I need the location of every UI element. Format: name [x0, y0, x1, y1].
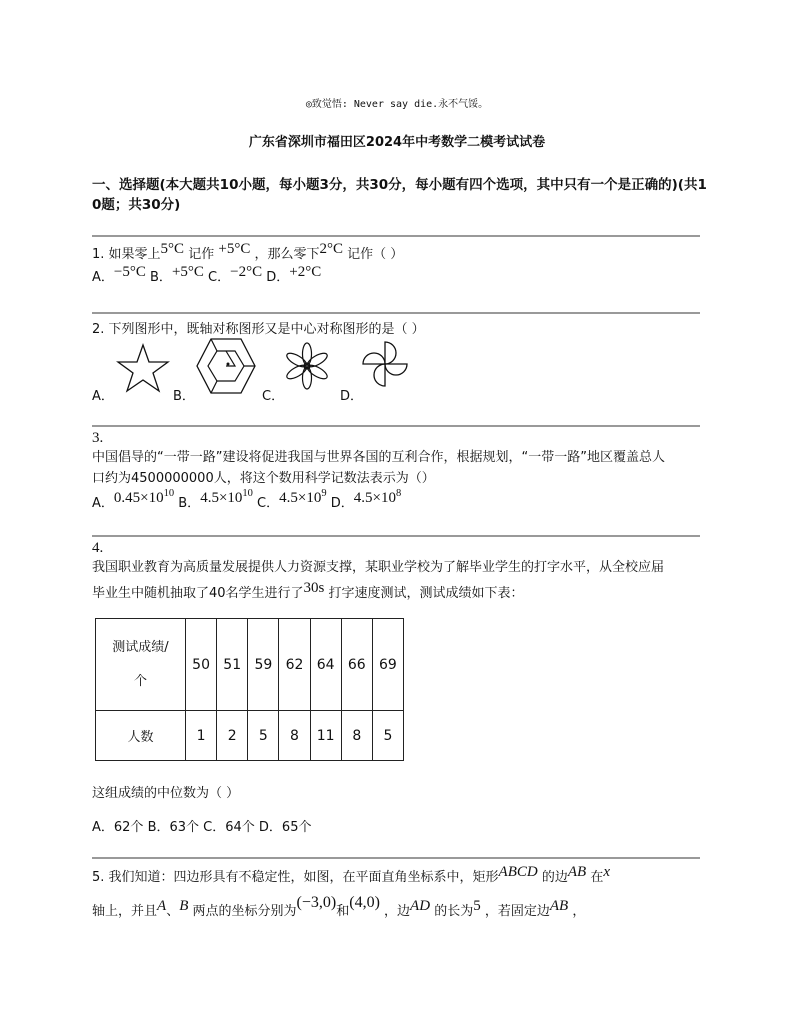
pinwheel-icon [360, 338, 410, 390]
page-title: 广东省深圳市福田区2024年中考数学二模考试试卷 [248, 135, 546, 150]
divider [92, 535, 700, 537]
table-cell: 8 [341, 711, 372, 761]
table-cell: 1 [186, 711, 217, 761]
table-cell: 64 [310, 619, 341, 711]
table-cell: 66 [341, 619, 372, 711]
divider [92, 425, 700, 427]
q3-line2: 口约为4500000000人，将这个数用科学记数法表示为（） [92, 471, 435, 486]
table-cell: 5 [372, 711, 403, 761]
motto: ◎致觉悟: Never say die.永不气馁。 [305, 99, 489, 110]
q1-options: A．−5°C B．+5°C C．−2°C D．+2°C [92, 264, 322, 285]
divider [92, 235, 700, 237]
table-cell: 5 [248, 711, 279, 761]
table-cell: 51 [217, 619, 248, 711]
table-cell: 11 [310, 711, 341, 761]
q5-line1: 5. 我们知道：四边形具有不稳定性，如图，在平面直角坐标系中，矩形ABCD 的边AB 在x [92, 864, 611, 885]
q2-label-c: C． [262, 389, 285, 404]
q3-line1: 中国倡导的“一带一路”建设将促进我国与世界各国的互利合作，根据规划，“一带一路”地区覆盖总人 [92, 450, 665, 465]
star-icon [115, 342, 171, 394]
q2-stem: 2. 下列图形中，既轴对称图形又是中心对称图形的是（ ） [92, 322, 425, 337]
q4-question: 这组成绩的中位数为（ ） [92, 786, 240, 801]
q3-options: A．$0.45\times 10^{10}$ B．$4.5\times 10^{10}$ C．$4.5\times 10^9$ D．$4.5\times 10^8$ [92, 488, 402, 511]
divider [92, 857, 700, 859]
divider [92, 312, 700, 314]
q4-line1: 我国职业教育为高质量发展提供人力资源支撑，某职业学校为了解毕业学生的打字水平，从全校应届 [92, 560, 665, 575]
q2-label-a: A． [92, 389, 114, 404]
table-header-cell: 测试成绩/ 个 [96, 619, 186, 711]
flower-icon [282, 340, 332, 392]
table-cell: 62 [279, 619, 310, 711]
table-cell: 59 [248, 619, 279, 711]
section-heading-line2: 0题；共30分) [92, 197, 181, 213]
table-cell: 69 [372, 619, 403, 711]
q5-line2: 轴上，并且A、B 两点的坐标分别为(−3,0)和(4,0) ，边AD 的长为5 ，若固定边AB ， [92, 894, 586, 919]
table-cell: 8 [279, 711, 310, 761]
table-cell: 2 [217, 711, 248, 761]
q3-number: 3. [92, 430, 104, 446]
q2-label-b: B． [173, 389, 195, 404]
table-row [96, 711, 404, 761]
table-row [96, 619, 404, 711]
q4-number: 4. [92, 540, 104, 556]
table-cell: 50 [186, 619, 217, 711]
section-heading-line1: 一、选择题(本大题共10小题，每小题3分，共30分，每小题有四个选项，其中只有一个是正确的)(共1 [92, 177, 707, 193]
q1-stem: 1. 如果零上5°C 记作 +5°C ，那么零下2°C 记作（ ） [92, 241, 404, 262]
q4-options: A．62个 B．63个 C．64个 D．65个 [92, 820, 312, 835]
q2-label-d: D． [340, 389, 364, 404]
score-table [95, 618, 404, 761]
q4-line2: 毕业生中随机抽取了40名学生进行了30s 打字速度测试，测试成绩如下表： [92, 580, 524, 601]
table-header-cell: 人数 [96, 711, 186, 761]
hexagon-swirl-icon [195, 336, 257, 396]
